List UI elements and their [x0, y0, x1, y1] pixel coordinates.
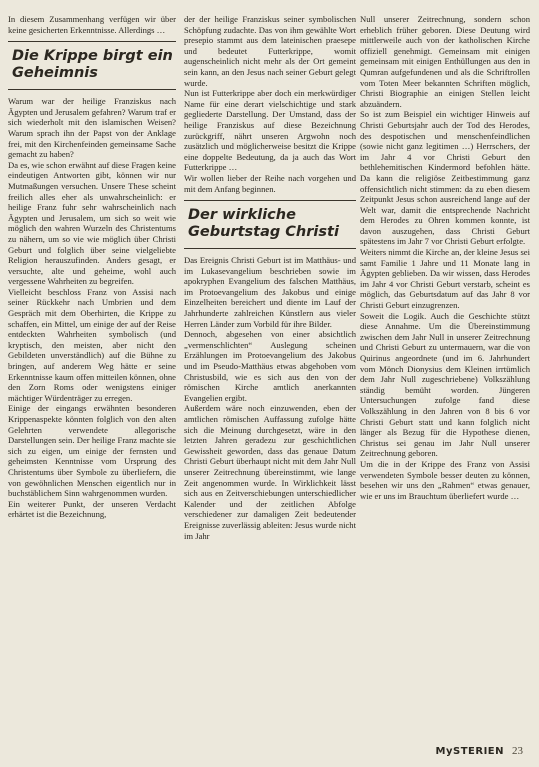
body-paragraph: Ein weiterer Punkt, der unseren Verdacht erhärtet ist die Bezeichnung, [8, 498, 176, 520]
page-number: 23 [512, 745, 523, 757]
body-paragraph: Nun ist Futterkrippe aber doch ein merkwürdiger Name für eine derart vielschichtige und stark gegliederte Darstellung. Der Umstand, dass der heilige Franziskus auf diese Bezeichnung zurückgriff, nährt unseren Argwohn noch zusätzlich und möglicherweise besitzt die Krippe eine doppelte Bedeutung, da ja auch das Wort Futterkrippe … [184, 88, 356, 173]
body-paragraph: Vielleicht beschloss Franz von Assisi nach seiner Rückkehr nach Umbrien und dem Gespräch mit dem Oberhirten, die Krippe zu schaffen, ein Mittel, um einige der auf der Reise entdeckten Wahrheiten symbolisch (und kryptisch, den meisten, aber nicht den Gebildeten unverständlich) auf die Bühne zu bringen, auf anderem Weg hätte er seine Erkenntnisse kaum offen mitteilen können, ohne den Zorn Roms oder wenigstens einiger mächtiger Würdenträger zu erregen. [8, 286, 176, 403]
magazine-brand: MySTERIEN [435, 746, 504, 757]
body-paragraph: Weiters nimmt die Kirche an, der kleine Jesus sei samt Familie 1 Jahre und 11 Monate lang in Ägypten geblieben. Da wir wissen, dass Herodes im Jahr 4 vor Christi Geburt verstarb, scheint es möglich, das Geburtsdatum auf das Jahr 8 vor Christi Geburt einzugrenzen. [360, 247, 530, 311]
body-paragraph: Dennoch, abgesehen von einer absichtlich „vermenschlichten“ Auslegung scheinen Erzählungen im Protoevangelium des Jakobus und im Pseudo-Matthäus etwas abgehoben vom Christusbild, wie es sich aus den von der römischen Kirche amtlich anerkannten Evangelien ergibt. [184, 329, 356, 403]
section-heading-geburtstag: Der wirkliche Geburtstag Christi [184, 200, 356, 249]
column-3 [360, 14, 530, 501]
page-footer [436, 745, 523, 757]
body-paragraph: Einige der eingangs erwähnten besonderen Krippenaspekte könnten folglich von den alten Gelehrten verwendete allegorische Darstellungen sein. Der heilige Franz machte sie sich zu eigen, um einige der fernsten und geheimsten Kenntnisse vom Ursprung des Christentums über Symbole zu überliefern, die von gewöhnlichen Menschen eigentlich nur in buchstäblichem Sinn wahrgenommen wurden. [8, 403, 176, 499]
body-paragraph: Soweit die Logik. Auch die Geschichte stützt diese Annahme. Um die Übereinstimmung zwischen dem Jahr Null in unserer Zeitrechnung und Christi Geburt zu untermauern, war die von Quirinus angeordnete (und im 6. Jahrhundert vom Mönch Dionysius dem Kleinen irrtümlich dem Jahr Null zugeschriebene) Volkszählung ständig bemüht worden. Jüngeren Untersuchungen zufolge fand diese Volkszählung in den Jahren von 8 bis 6 vor Christi Geburt statt und kann folglich nicht länger als Bezug für die Hypothese dienen, Christus sei genau im Jahr Null unserer Zeitrechnung geboren. [360, 310, 530, 459]
body-paragraph: der der heilige Franziskus seiner symbolischen Schöpfung zudachte. Das von ihm gewählte Wort presepio stammt aus dem lateinischen praesepe und bedeutet Futterkrippe, womit augenscheinlich nicht mehr als der Ort gemeint sein kann, an den Jesus nach seiner Geburt gelegt wurde. [184, 14, 356, 88]
body-paragraph: Null unserer Zeitrechnung, sondern schon erheblich früher geboren. Diese Deutung wird mittlerweile auch von der katholischen Kirche offiziell genehmigt. Gemeinsam mit einigen gemeinsam mit einigen Enthüllungen aus den in Qumran aufgefundenen und als die Schriftrollen vom Toten Meer bekannten Schriften möglich, Christi Biographie an einigen Stellen leicht abzuändern. [360, 14, 530, 109]
body-paragraph: Außerdem wäre noch einzuwenden, eben der amtlichen römischen Auffassung zufolge hätte sich die Meinung durchgesetzt, wäre in den letzten Jahren geradezu zur geschichtlichen Gewissheit geworden, dass das genaue Datum Christi Geburt überhaupt nicht mit dem Jahr Null unserer Zeitrechnung übereinstimmt, wie lange Zeit angenommen wurde. In Wirklichkeit lässt sich aus en Zeitverschiebungen unterschiedlicher Kalender und der zeitlichen Abfolge verschiedener zur damaligen Zeit bedeutender Ereignisse zuverlässig ableiten: Jesus wurde nicht im Jahr [184, 403, 356, 541]
column-2 [184, 14, 356, 541]
body-paragraph: Wir wollen lieber der Reihe nach vorgehen und mit dem Anfang beginnen. [184, 172, 356, 194]
section-heading-krippe: Die Krippe birgt ein Geheimnis [8, 41, 176, 90]
body-paragraph: So ist zum Beispiel ein wichtiger Hinweis auf Christi Geburtsjahr auch der Tod des Herodes, des despotischen und menschenfeindlichen (sowie nicht ganz legitimen …) Herrschers, der im Jahr 4 vor Christi Geburt den bethlehemitischen Kindermord befohlen hätte. Da kann die religiöse Zeitbestimmung ganz offensichtlich nicht stimmen: da zu eben diesem Zeitpunkt Jesus schon ausreichend lange auf der Welt war, damit die entsprechende Nachricht dem Herodes zu Ohren kommen konnte, ist davon auszugehen, dass Christi Geburt spätestens im Jahr 7 vor Christi Geburt erfolgte. [360, 109, 530, 247]
body-paragraph: Um die in der Krippe des Franz von Assisi verwendeten Symbole besser deuten zu können, besehen wir uns den „Rahmen“ etwas genauer, wie er uns im Brauchtum überliefert wurde … [360, 458, 530, 501]
column-1 [8, 14, 176, 520]
body-paragraph: Das Ereignis Christi Geburt ist im Matthäus- und im Lukasevangelium beschrieben sowie im apokryphen Evangelium des falschen Matthäus, im Protoevangelium des Jakobus und einige Einzelheiten bereichert und diente im Lauf der Jahrhunderte zahlreichen Künstlern aus vieler Herren Länder zum Vorbild für ihre Bilder. [184, 255, 356, 329]
intro-paragraph: In diesem Zusammenhang verfügen wir über keine gesicherten Erkenntnisse. Allerdings … [8, 14, 176, 35]
body-paragraph: Da es, wie schon erwähnt auf diese Fragen keine eindeutigen Antworten gibt, können wir nur Mutmaßungen versuchen. Unsere These scheint freilich alles eher als unwahrscheinlich: er heilige Franz fuhr sehr wahrscheinlich nach Ägypten und Jerusalem, um sich so weit wie möglich den wahren Wurzeln des Christentums zu nähern, um so vie wie möglich über Christi Geburt und folglich über seine vielgeliebte Religion herauszufinden. Anders gesagt, er versuchte, alte und geheime, wohl auch vergessene Wahrheiten zu begreifen. [8, 159, 176, 287]
body-paragraph: Warum war der heilige Franziskus nach Ägypten und Jerusalem gefahren? Warum traf er sich wiederholt mit den islamischen Weisen? Warum sprach ihn der Papst von der Anklage frei, mit den Kirchenfeinden gemeinsame Sache gemacht zu haben? [8, 96, 176, 160]
